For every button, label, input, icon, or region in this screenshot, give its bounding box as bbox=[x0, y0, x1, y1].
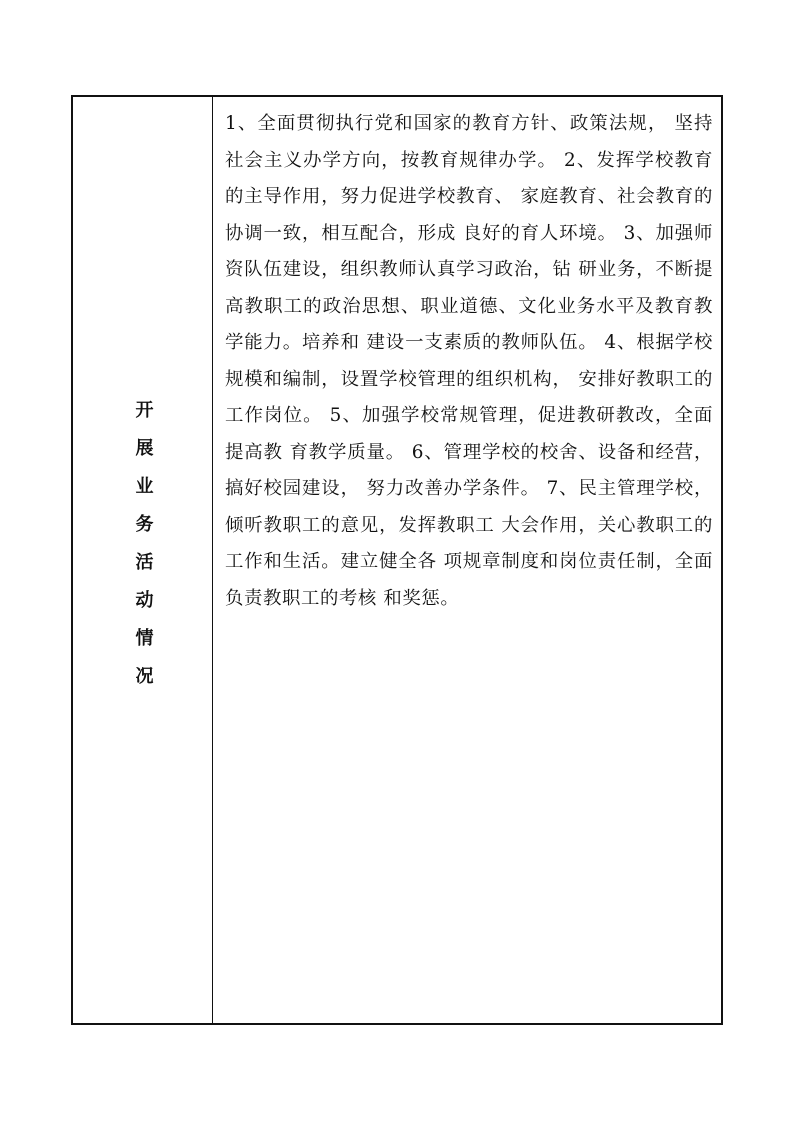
activity-table bbox=[71, 95, 723, 1025]
row-label: 开展业务活动情况 bbox=[132, 400, 154, 704]
label-cell bbox=[73, 97, 213, 1023]
content-cell bbox=[213, 97, 721, 1023]
activity-description: 1、全面贯彻执行党和国家的教育方针、政策法规， 坚持社会主义办学方向，按教育规律办学。 2、发挥学校教育的主导作用，努力促进学校教育、 家庭教育、社会教育的协调一致，相互配合，形成 良好的育人环境。 3、加强师资队伍建设，组织教师认真学习政治，钻 研业务，不断提高教职工的政治思想、职业道德、文化业务水平及教育教学能力。培养和 建设一支素质的教师队伍。 4、根据学校规模和编制，设置学校管理的组织机构， 安排好教职工的工作岗位。 5、加强学校常规管理，促进教研教改，全面提高教 育教学质量。 6、管理学校的校舍、设备和经营，搞好校园建设， 努力改善办学条件。 7、民主管理学校，倾听教职工的意见，发挥教职工 大会作用，关心教职工的工作和生活。建立健全各 项规章制度和岗位责任制，全面负责教职工的考核 和奖惩。 bbox=[225, 113, 713, 609]
